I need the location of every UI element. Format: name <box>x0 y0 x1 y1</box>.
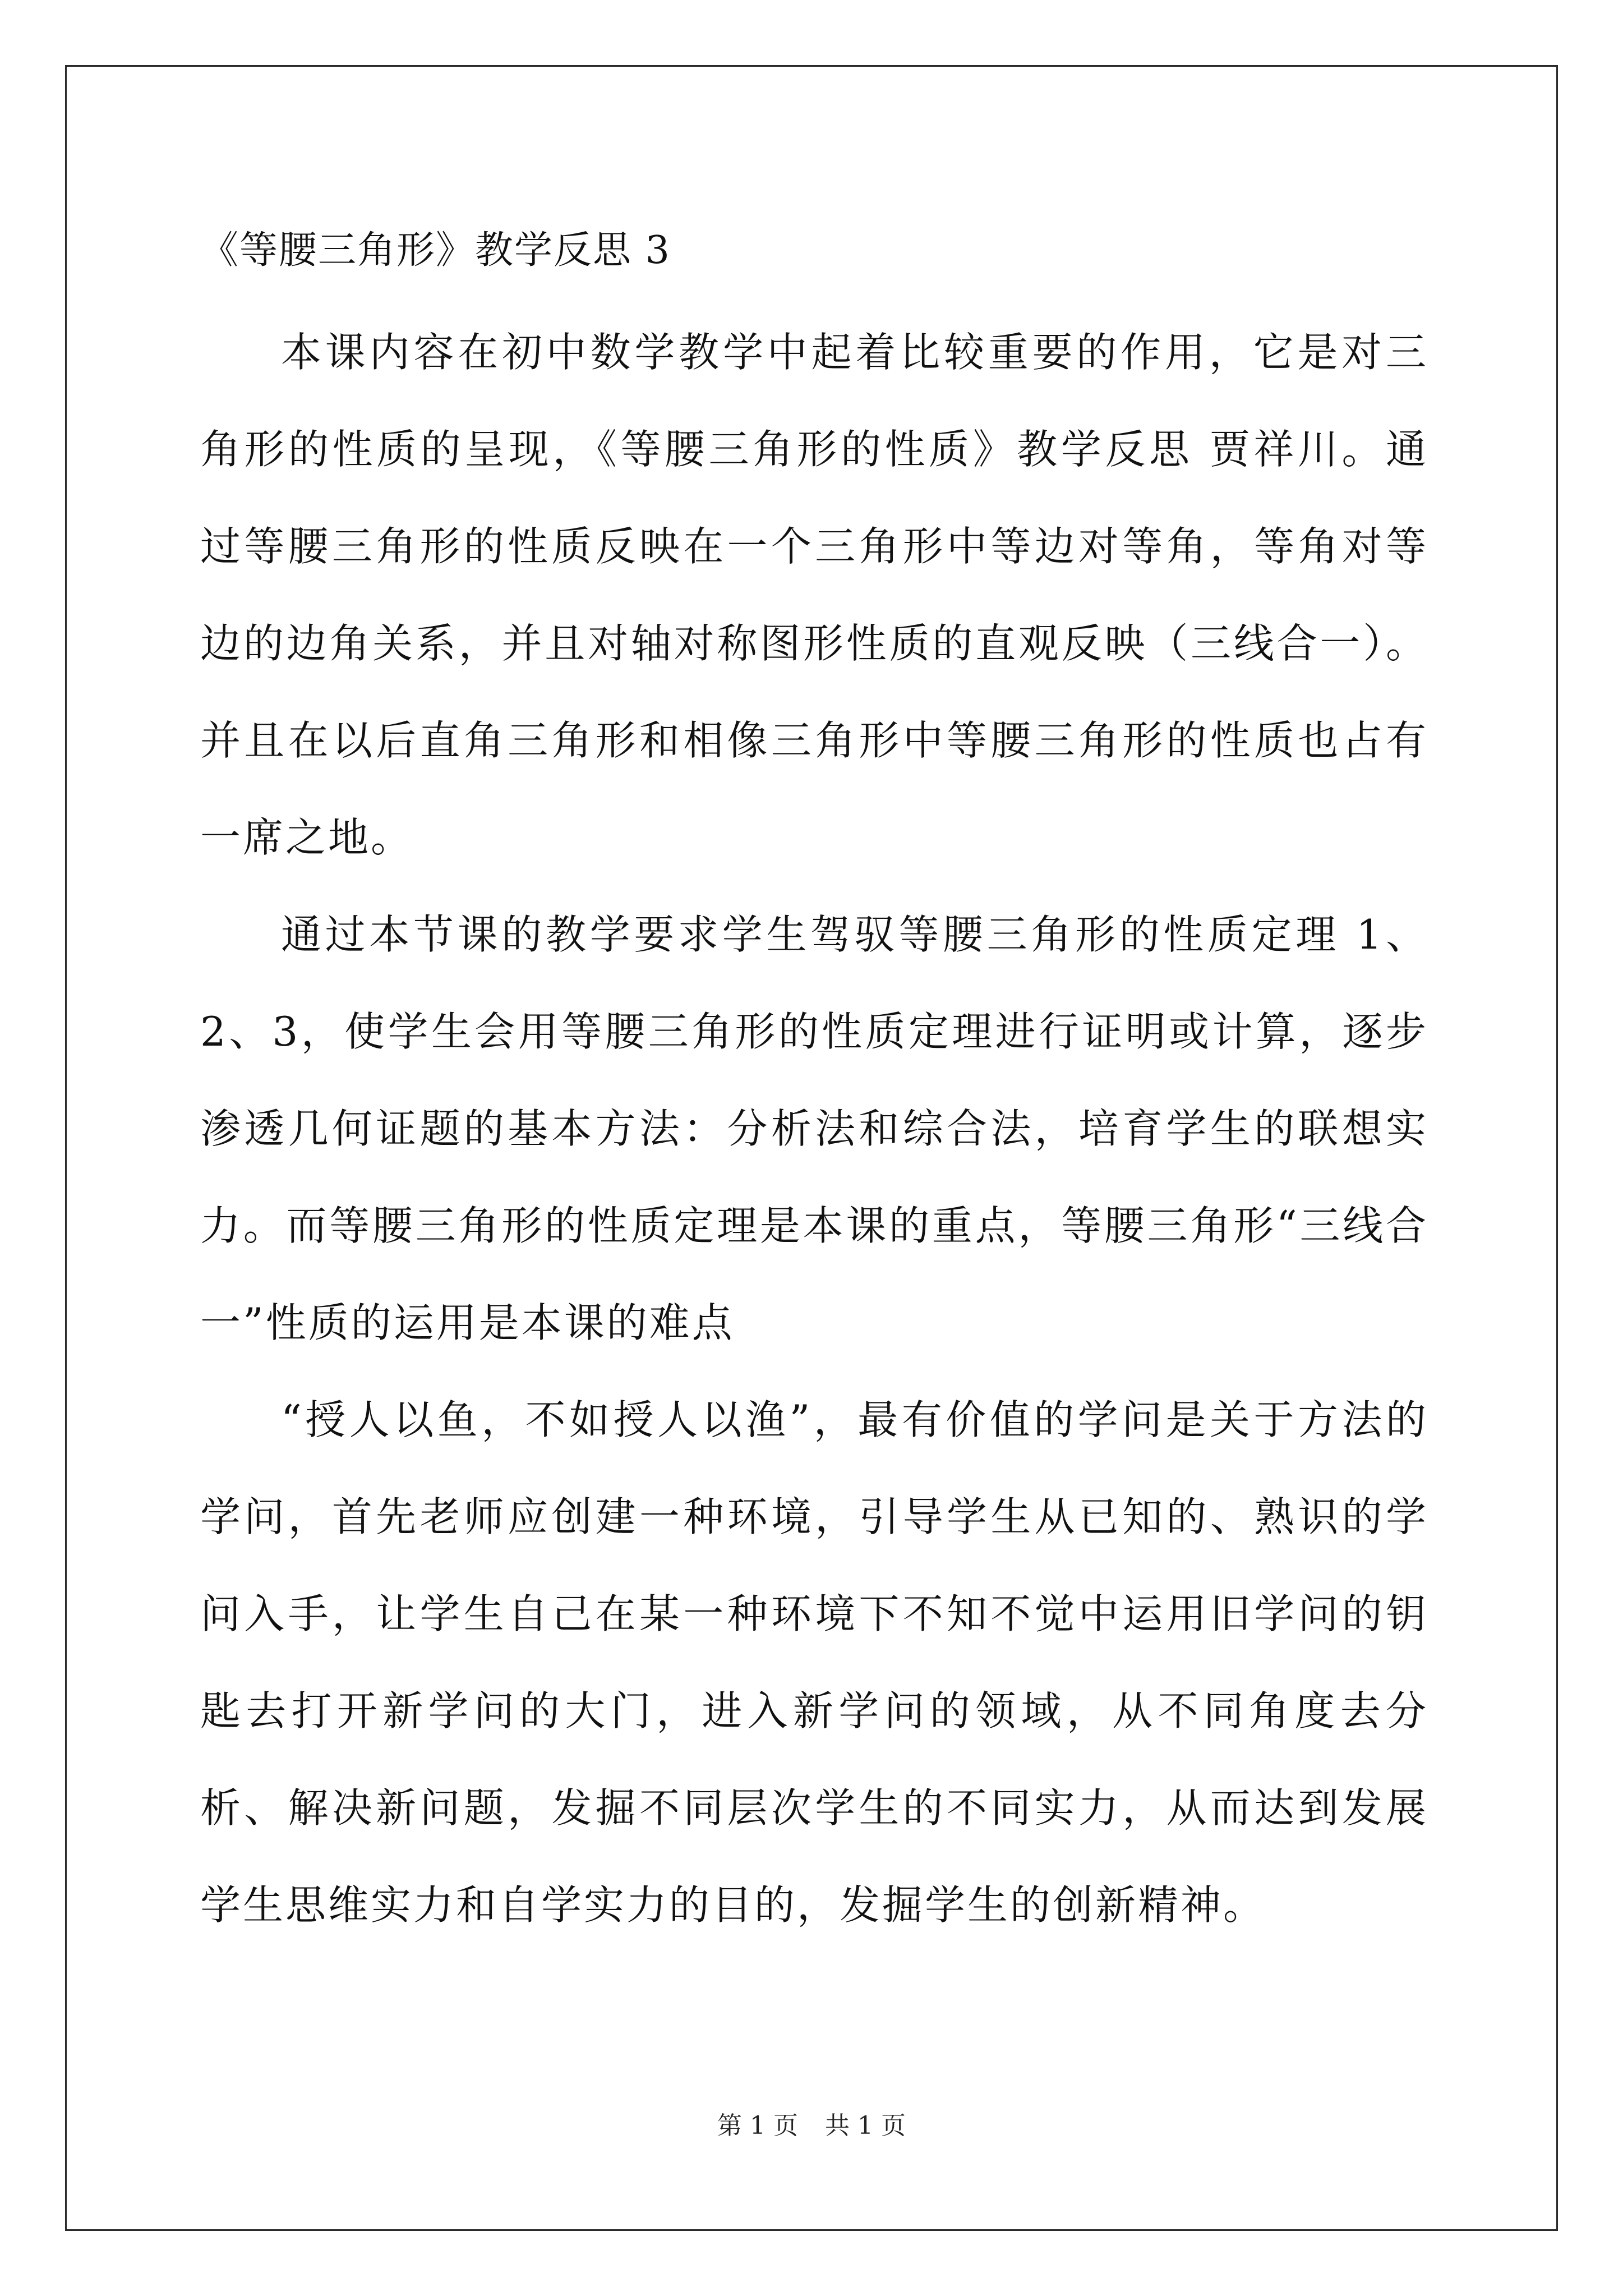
title-spacer <box>200 293 1428 304</box>
document-body <box>200 209 1428 1954</box>
document-title: 《等腰三角形》教学反思 3 <box>200 228 671 273</box>
page-total: 共 1 页 <box>825 2111 906 2140</box>
paragraph-3: “授人以鱼，不如授人以渔”，最有价值的学问是关于方法的学问，首先老师应创建一种环境，引导学生从已知的、熟识的学问入手，让学生自己在某一种环境下不知不觉中运用旧学问的钥匙去打开新学问的大门，进入新学问的领域，从不同角度去分析、解决新问题，发掘不同层次学生的不同实力，从而达到发展学生思维实力和自学实力的目的，发掘学生的创新精神。 <box>200 1396 1428 1929</box>
paragraph-2: 通过本节课的教学要求学生驾驭等腰三角形的性质定理 1、2、3，使学生会用等腰三角形的性质定理进行证明或计算，逐步渗透几何证题的基本方法：分析法和综合法，培育学生的联想实力。而等腰三角形的性质定理是本课的重点，等腰三角形“三线合一”性质的运用是本课的难点 <box>200 911 1428 1346</box>
page-number: 第 1 页 <box>717 2111 798 2140</box>
page-footer <box>0 2109 1623 2143</box>
paragraph-1: 本课内容在初中数学教学中起着比较重要的作用，它是对三角形的性质的呈现，《等腰三角形的性质》教学反思 贾祥川。通过等腰三角形的性质反映在一个三角形中等边对等角，等角对等边的边角关系，并且对轴对称图形性质的直观反映（三线合一）。并且在以后直角三角形和相像三角形中等腰三角形的性质也占有一席之地。 <box>200 329 1428 861</box>
